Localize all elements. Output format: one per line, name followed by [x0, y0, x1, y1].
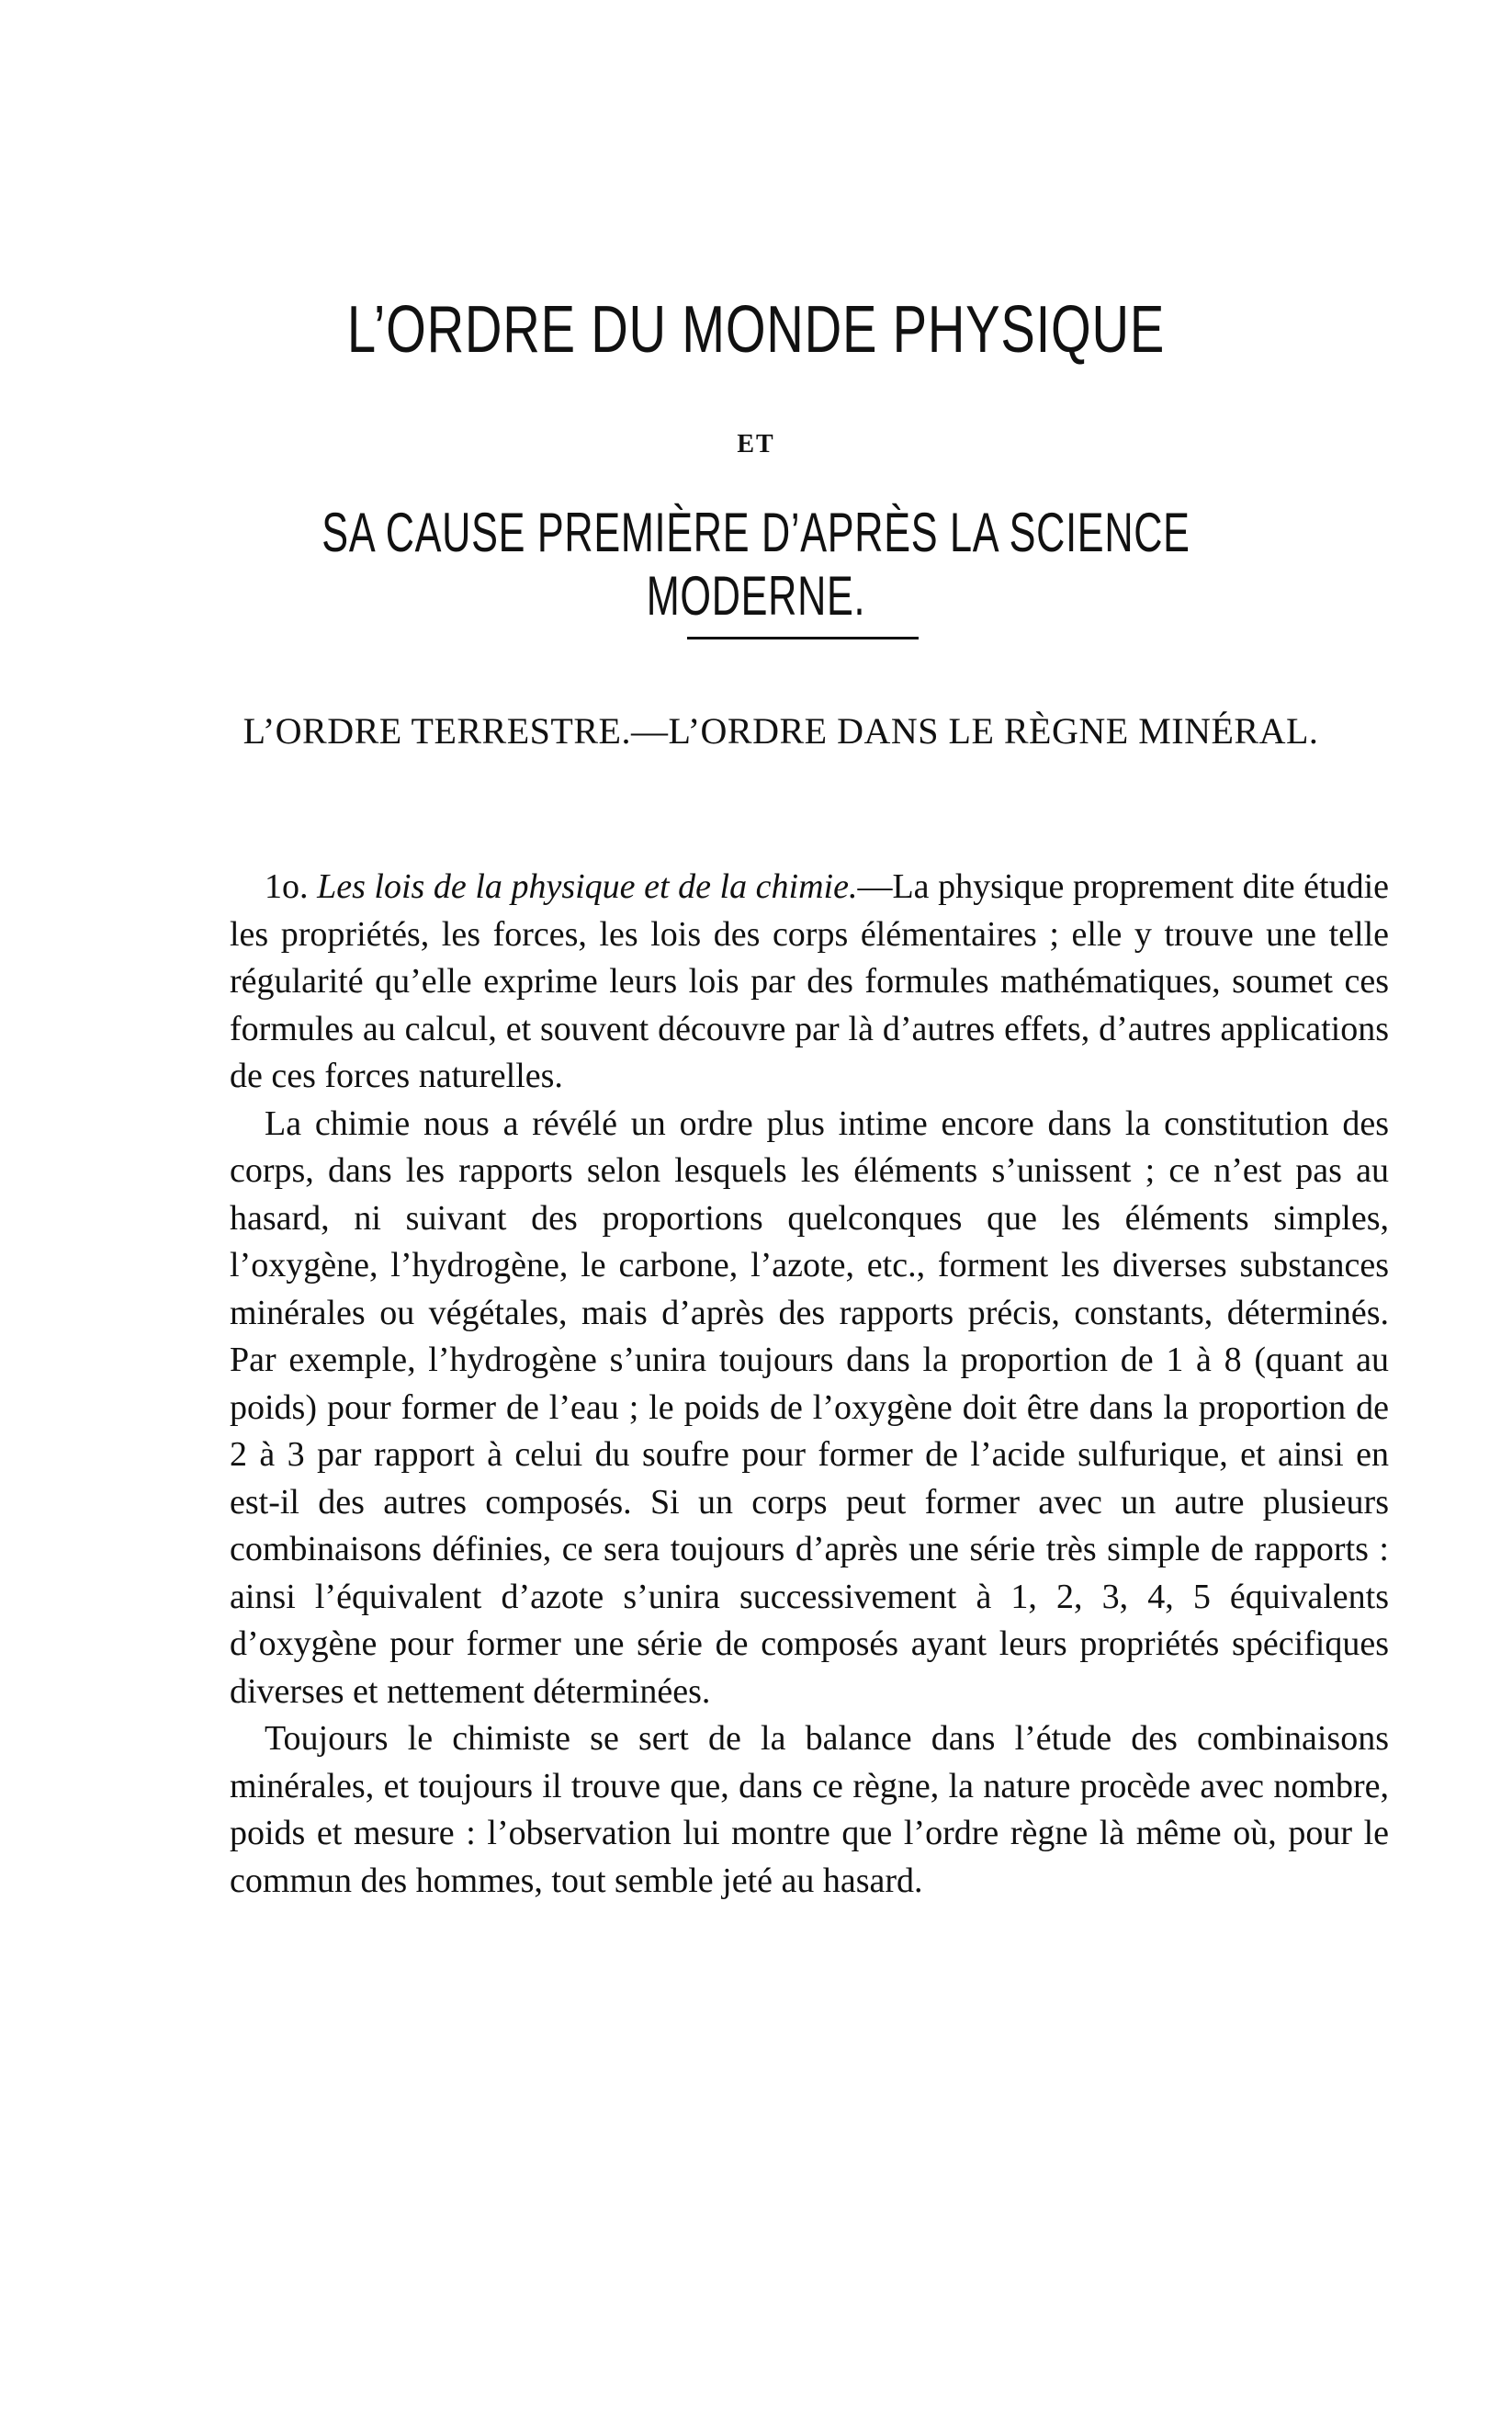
section-number: 1o. — [265, 867, 309, 906]
page-subtitle: SA CAUSE PREMIÈRE D’APRÈS LA SCIENCE MODERNE. — [322, 502, 1190, 627]
paragraph-2: La chimie nous a révélé un ordre plus intime encore dans la constitution des corps, dans les rapports selon lesquels les éléments s’unissent ; ce n’est pas au hasard, ni suivant des proportions quelconques que les éléments simples, l’oxygène, l’hydrogène, le carbone, l’azote, etc., forment les diverses substances minérales ou végétales, mais d’après des rapports précis, constants, déterminés. Par exemple, l’hydrogène s’unira toujours dans la proportion de 1 à 8 (quant au poids) pour former de l’eau ; le poids de l’oxygène doit être dans la proportion de 2 à 3 par rapport à celui du soufre pour former de l’acide sulfurique, et ainsi en est-il des autres composés. Si un corps peut former avec un autre plusieurs combinaisons définies, ce sera toujours d’après une série très simple de rapports : ainsi l’équivalent d’azote s’unira successivement à 1, 2, 3, 4, 5 équivalents d’oxygène pour former une série de composés ayant leurs propriétés spécifiques diverses et nettement déterminées. — [230, 1103, 1389, 1711]
section-heading: L’ORDRE TERRESTRE.—L’ORDRE DANS LE RÈGNE MINÉRAL. — [243, 710, 1319, 752]
page-title: L’ORDRE DU MONDE PHYSIQUE — [346, 293, 1166, 367]
paragraph-1 — [230, 864, 1389, 1101]
paragraph-1-text: —La physique proprement dite étudie les propriétés, les forces, les lois des corps élémentaires ; elle y trouve une telle régularité qu’elle exprime leurs lois par des formules mathématiques, soumet ces formules au calcul, et souvent découvre par là d’autres effets, d’autres applications de ces forces naturelles. — [230, 867, 1389, 1095]
paragraph-3: Toujours le chimiste se sert de la balance dans l’étude des combinaisons minérales, et toujours il trouve que, dans ce règne, la nature procède avec nombre, poids et mesure : l’observation lui montre que l’ordre règne là même où, pour le commun des hommes, tout semble jeté au hasard. — [230, 1719, 1389, 1900]
title-divider — [687, 637, 919, 639]
body-text — [230, 864, 1389, 1905]
section-title: Les lois de la physique et de la chimie. — [317, 867, 858, 906]
title-conjunction: ET — [737, 430, 775, 458]
